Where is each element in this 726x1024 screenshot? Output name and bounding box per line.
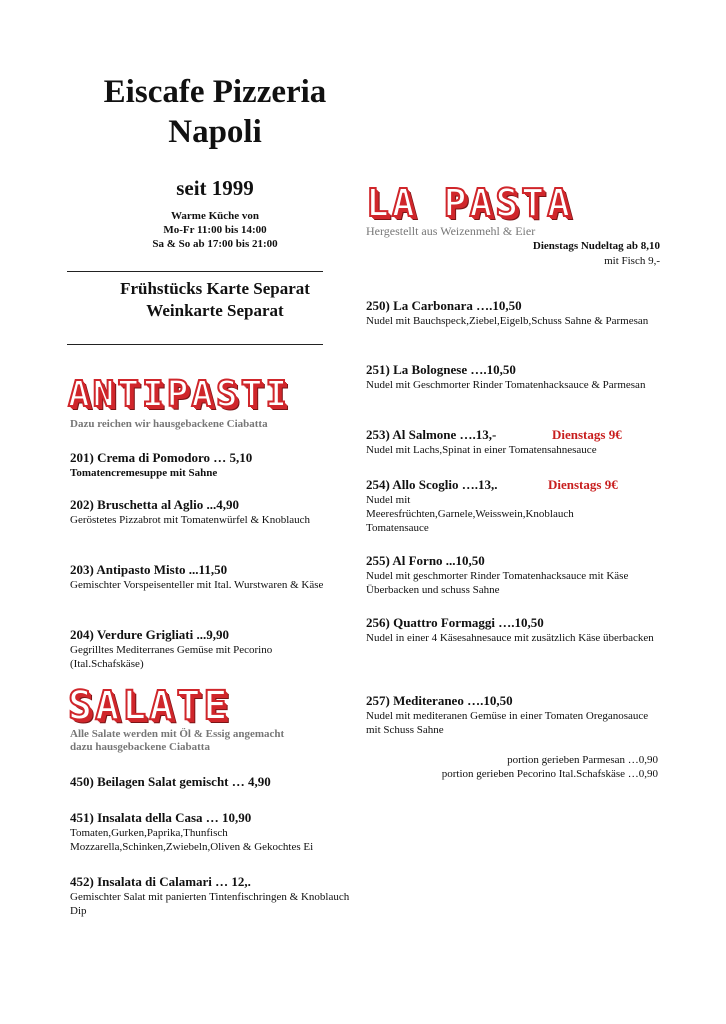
- nudeltag-note: Dienstags Nudeltag ab 8,10: [532, 240, 660, 252]
- salate-note-line-2: dazu hausgebackene Ciabatta: [70, 741, 210, 753]
- antipasti-item: [70, 450, 355, 480]
- item-title: 253) Al Salmone ….13,-: [366, 427, 497, 442]
- item-title: 251) La Bolognese ….10,50: [366, 362, 516, 377]
- divider-bottom: [67, 344, 323, 345]
- pasta-item: [366, 693, 656, 737]
- hours-line-1: Warme Küche von: [171, 210, 259, 222]
- pasta-note: Hergestellt aus Weizenmehl & Eier: [366, 224, 536, 238]
- item-description: Nudel mit Bauchspeck,Ziebel,Eigelb,Schuss Sahne & Parmesan: [366, 315, 649, 327]
- salat-item: [70, 810, 370, 854]
- salat-item: [70, 874, 360, 918]
- separate-menus: [40, 278, 390, 322]
- item-description: Tomatencremesuppe mit Sahne: [70, 467, 218, 479]
- item-description: Gegrilltes Mediterranes Gemüse mit Pecorino (Ital.Schafskäse): [70, 644, 273, 670]
- salate-note-line-1: Alle Salate werden mit Öl & Essig angemacht: [70, 728, 285, 740]
- item-title: 201) Crema di Pomodoro … 5,10: [70, 450, 253, 465]
- opening-hours: [40, 209, 390, 251]
- item-description: Nudel mit Geschmorter Rinder Tomatenhacksauce & Parmesan: [366, 379, 646, 391]
- item-title: 250) La Carbonara ….10,50: [366, 298, 522, 313]
- antipasti-heading: ANTIPASTI: [68, 374, 291, 415]
- tuesday-special-badge: Dienstags 9€: [548, 477, 618, 492]
- tuesday-special-badge: Dienstags 9€: [552, 427, 622, 442]
- wine-menu-note: Weinkarte Separat: [146, 301, 284, 320]
- title-line-2: Napoli: [168, 114, 262, 150]
- salat-item: [70, 774, 360, 790]
- item-description-text: Tomaten,Gurken,Paprika,Thunfisch Mozzarella,Schinken,Zwiebeln,Oliven & Gekochtes Ei: [70, 827, 314, 853]
- breakfast-menu-note: Frühstücks Karte Separat: [120, 279, 310, 298]
- item-title: 255) Al Forno ...10,50: [366, 553, 485, 568]
- item-description: Gemischter Vorspeisenteller mit Ital. Wurstwaren & Käse: [70, 579, 324, 591]
- item-title: 204) Verdure Grigliati ...9,90: [70, 627, 230, 642]
- item-description: Nudel mit geschmorter Rinder Tomatenhacksauce mit Käse Überbacken und schuss Sahne: [366, 570, 629, 596]
- item-description: Geröstetes Pizzabrot mit Tomatenwürfel & Knoblauch: [70, 514, 311, 526]
- item-description: [366, 493, 574, 535]
- divider-top: [67, 271, 323, 272]
- title-line-1: Eiscafe Pizzeria: [103, 74, 327, 110]
- extra-pecorino: portion gerieben Pecorino Ital.Schafskäse …0,90: [441, 768, 658, 780]
- item-description: Nudel in einer 4 Käsesahnesauce mit zusätzlich Käse überbacken: [366, 632, 654, 644]
- hours-line-3: Sa & So ab 17:00 bis 21:00: [152, 238, 278, 250]
- fish-price-note: mit Fisch 9,-: [604, 255, 660, 267]
- restaurant-title: [40, 72, 390, 152]
- item-description: Gemischter Salat mit panierten Tintenfischringen & Knoblauch Dip: [70, 891, 350, 917]
- salate-note: [70, 728, 284, 754]
- item-title: 256) Quattro Formaggi ….10,50: [366, 615, 544, 630]
- item-description: Nudel mit Lachs,Spinat in einer Tomatensahnesauce: [366, 444, 597, 456]
- item-title: 452) Insalata di Calamari … 12,.: [70, 874, 251, 889]
- item-title: 254) Allo Scoglio ….13,.: [366, 477, 498, 492]
- pasta-item: [366, 615, 656, 645]
- antipasti-item: [70, 497, 355, 527]
- item-description: [70, 826, 330, 854]
- pasta-item: [366, 553, 656, 597]
- salate-heading: SALATE: [68, 683, 231, 729]
- hours-line-2: Mo-Fr 11:00 bis 14:00: [163, 224, 267, 236]
- item-description: Nudel mit mediteranen Gemüse in einer Tomaten Oreganosauce mit Schuss Sahne: [366, 710, 649, 736]
- pasta-item: [366, 298, 666, 328]
- extra-parmesan: portion gerieben Parmesan …0,90: [507, 754, 658, 766]
- antipasti-item: [70, 627, 330, 671]
- antipasti-note: Dazu reichen wir hausgebackene Ciabatta: [70, 418, 268, 430]
- item-title: 202) Bruschetta al Aglio ...4,90: [70, 497, 239, 512]
- since-year: seit 1999: [176, 176, 254, 200]
- item-description-text: Nudel mit Meeresfrüchten,Garnele,Weisswein,Knoblauch Tomatensauce: [366, 494, 574, 534]
- item-title: 203) Antipasto Misto ...11,50: [70, 562, 228, 577]
- pasta-item: [366, 362, 666, 392]
- item-title: 451) Insalata della Casa … 10,90: [70, 810, 252, 825]
- item-title: 450) Beilagen Salat gemischt … 4,90: [70, 774, 271, 789]
- antipasti-item: [70, 562, 355, 592]
- item-title: 257) Mediteraneo ….10,50: [366, 693, 513, 708]
- pasta-heading: LA PASTA: [366, 181, 574, 225]
